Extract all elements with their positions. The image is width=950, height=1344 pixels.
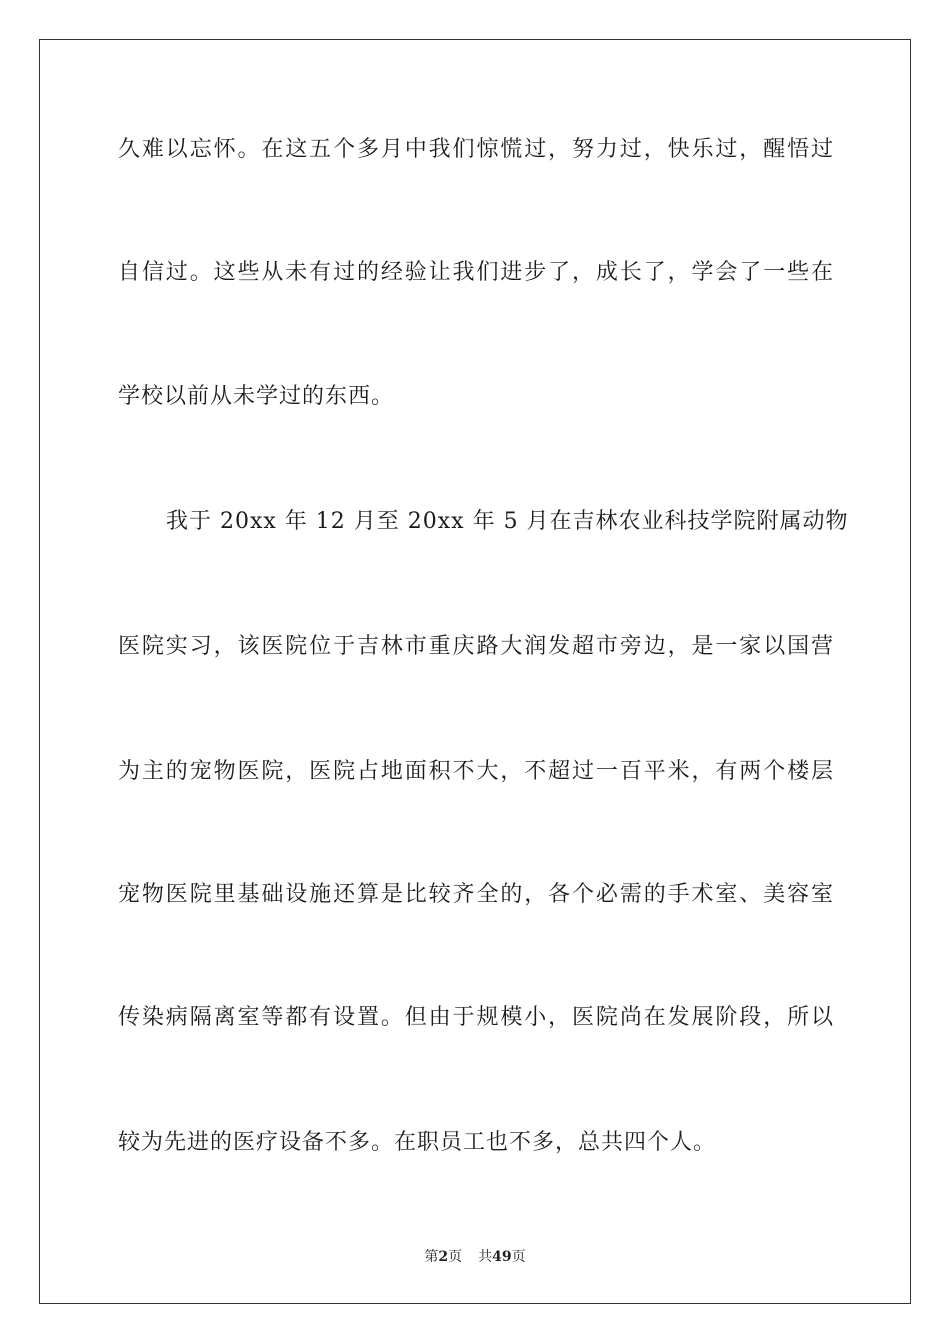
paragraph-line: 宠物医院里基础设施还算是比较齐全的，各个必需的手术室、美容室 bbox=[118, 882, 834, 907]
paragraph-line: 较为先进的医疗设备不多。在职员工也不多，总共四个人。 bbox=[118, 1130, 717, 1155]
paragraph-line: 久难以忘怀。在这五个多月中我们惊慌过，努力过，快乐过，醒悟过 bbox=[118, 137, 834, 162]
current-page-number: 2 bbox=[438, 1249, 449, 1265]
paragraph-line: 医院实习，该医院位于吉林市重庆路大润发超市旁边，是一家以国营 bbox=[118, 634, 834, 659]
page-border bbox=[39, 39, 911, 1304]
page-prefix: 第 bbox=[424, 1249, 439, 1265]
page-suffix: 页 bbox=[448, 1249, 463, 1265]
paragraph-line: 自信过。这些从未有过的经验让我们进步了，成长了，学会了一些在 bbox=[118, 260, 834, 285]
paragraph-line: 传染病隔离室等都有设置。但由于规模小，医院尚在发展阶段，所以 bbox=[118, 1005, 834, 1030]
total-suffix: 页 bbox=[511, 1249, 526, 1265]
paragraph-line-indented: 我于 20xx 年 12 月至 20xx 年 5 月在吉林农业科技学院附属动物 bbox=[166, 509, 849, 534]
paragraph-line: 学校以前从未学过的东西。 bbox=[118, 384, 395, 409]
total-prefix: 共 bbox=[478, 1249, 493, 1265]
paragraph-line: 为主的宠物医院，医院占地面积不大，不超过一百平米，有两个楼层 bbox=[118, 759, 834, 784]
total-pages-number: 49 bbox=[492, 1249, 512, 1265]
page-footer bbox=[0, 1247, 950, 1267]
